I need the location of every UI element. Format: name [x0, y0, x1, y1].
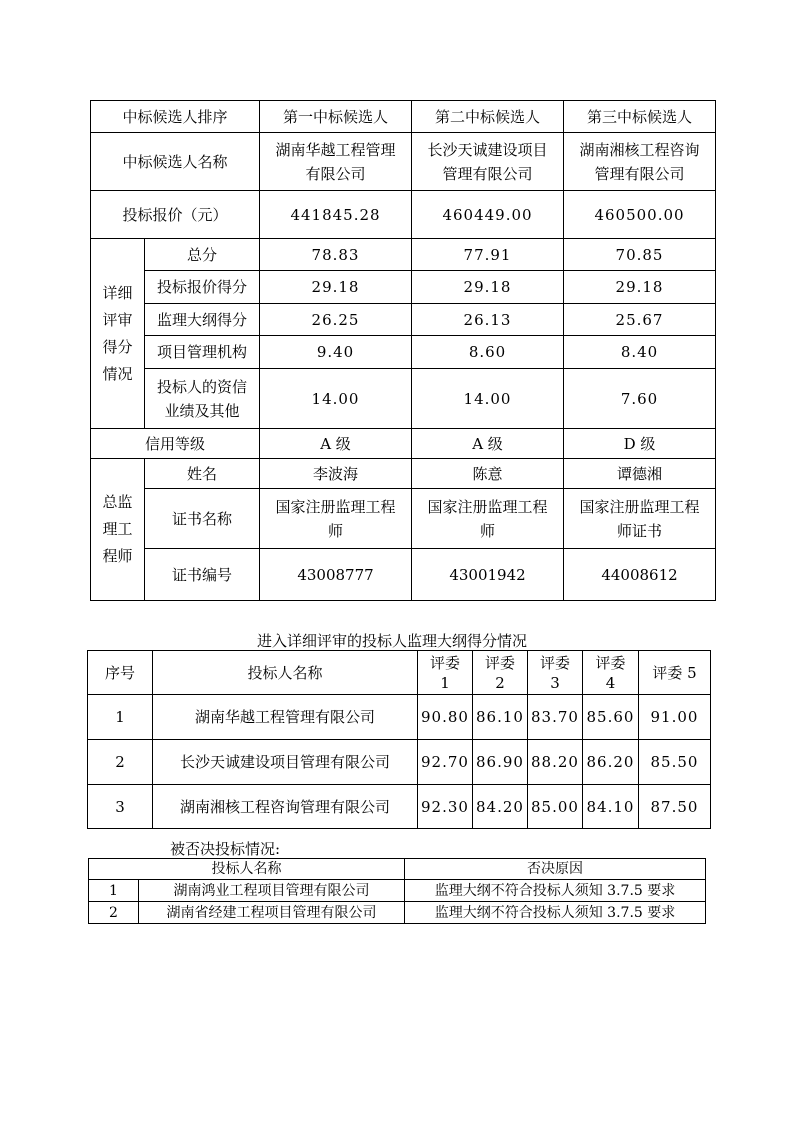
supervisor-name: 谭德湘: [564, 459, 716, 489]
certificate-number: 43008777: [260, 549, 412, 601]
name-line: 有限公司: [305, 164, 366, 183]
certificate-number-label: 证书编号: [145, 549, 260, 601]
candidate-1-header: 第一中标候选人: [260, 101, 412, 133]
candidate-1-name: [260, 133, 412, 191]
score-label: 投标报价得分: [145, 271, 260, 304]
supervisor-name-label: 姓名: [145, 459, 260, 489]
certificate-label: 证书名称: [145, 489, 260, 549]
name-line: 管理有限公司: [594, 164, 685, 183]
price-label: 投标报价（元）: [91, 191, 260, 239]
score-value: 7.60: [564, 369, 716, 429]
score-value: 29.18: [260, 271, 412, 304]
seq-header: 序号: [88, 651, 153, 695]
score-value: 8.40: [564, 336, 716, 369]
judge-score: 86.90: [473, 740, 528, 785]
supervisor-name-row: [91, 459, 716, 489]
score-value: 77.91: [412, 239, 564, 271]
candidate-2-price: 460449.00: [412, 191, 564, 239]
rejected-header-row: [89, 859, 706, 880]
judge-header-line: 评委: [429, 653, 460, 672]
table-row: [89, 880, 706, 902]
judge-3-header: [528, 651, 583, 695]
outline-header-row: [88, 651, 711, 695]
detail-review-label: [91, 239, 145, 429]
table-row: [88, 785, 711, 829]
detail-label-line: 得分: [102, 337, 133, 356]
judge-header-line: 1: [440, 673, 450, 692]
score-row-outline: [91, 304, 716, 336]
row-seq: 1: [88, 695, 153, 740]
judge-score: 86.10: [473, 695, 528, 740]
certificate-row: [91, 489, 716, 549]
judge-score: 92.30: [418, 785, 473, 829]
candidate-2-name: [412, 133, 564, 191]
score-value: 25.67: [564, 304, 716, 336]
judge-score: 86.20: [583, 740, 639, 785]
name-line: 长沙天诚建设项目: [427, 140, 548, 159]
judge-score: 90.80: [418, 695, 473, 740]
score-value: 29.18: [564, 271, 716, 304]
name-line: 管理有限公司: [442, 164, 533, 183]
score-value: 70.85: [564, 239, 716, 271]
judge-header-line: 评委: [595, 653, 626, 672]
row-seq: 2: [88, 740, 153, 785]
score-value: 29.18: [412, 271, 564, 304]
cert-line: 国家注册监理工程: [275, 497, 396, 516]
winning-candidates-table: [90, 100, 716, 601]
score-label: 总分: [145, 239, 260, 271]
judge-5-header: 评委 5: [639, 651, 711, 695]
rejected-name-header: 投标人名称: [89, 859, 405, 880]
name-line: 湖南华越工程管理: [275, 140, 396, 159]
score-value: 8.60: [412, 336, 564, 369]
credit-row: [91, 429, 716, 459]
score-row-price: [91, 271, 716, 304]
table-row: [88, 695, 711, 740]
score-label: [145, 369, 260, 429]
credit-label: 信用等级: [91, 429, 260, 459]
outline-scores-caption: 进入详细评审的投标人监理大纲得分情况: [257, 632, 528, 650]
row-bidder-name: 湖南华越工程管理有限公司: [153, 695, 418, 740]
judge-score: 85.60: [583, 695, 639, 740]
judge-score: 84.20: [473, 785, 528, 829]
judge-header-line: 3: [550, 673, 560, 692]
score-label: 监理大纲得分: [145, 304, 260, 336]
cert-line: 师证书: [617, 521, 663, 540]
judge-score: 85.50: [639, 740, 711, 785]
certificate-name: [260, 489, 412, 549]
cert-line: 国家注册监理工程: [579, 497, 700, 516]
score-value: 26.25: [260, 304, 412, 336]
certificate-number: 43001942: [412, 549, 564, 601]
judge-1-header: [418, 651, 473, 695]
supervisor-name: 陈意: [412, 459, 564, 489]
rejection-reason: 监理大纲不符合投标人须知 3.7.5 要求: [405, 902, 706, 924]
certificate-name: [564, 489, 716, 549]
row-seq: 2: [89, 902, 139, 924]
row-seq: 3: [88, 785, 153, 829]
candidate-3-price: 460500.00: [564, 191, 716, 239]
judge-header-line: 4: [605, 673, 616, 692]
row-bidder-name: 长沙天诚建设项目管理有限公司: [153, 740, 418, 785]
judge-score: 87.50: [639, 785, 711, 829]
candidate-1-price: 441845.28: [260, 191, 412, 239]
detail-label-line: 详细: [102, 283, 133, 302]
score-label: 项目管理机构: [145, 336, 260, 369]
judge-header-line: 评委: [539, 653, 570, 672]
row-bidder-name: 湖南湘核工程咨询管理有限公司: [153, 785, 418, 829]
supervisor-name: 李波海: [260, 459, 412, 489]
credit-value: A 级: [260, 429, 412, 459]
candidate-2-header: 第二中标候选人: [412, 101, 564, 133]
score-value: 9.40: [260, 336, 412, 369]
detail-label-line: 评审: [102, 310, 133, 329]
cert-line: 国家注册监理工程: [427, 497, 548, 516]
name-label: 中标候选人名称: [91, 133, 260, 191]
credit-value: A 级: [412, 429, 564, 459]
row-seq: 1: [89, 880, 139, 902]
rank-label: 中标候选人排序: [91, 101, 260, 133]
candidate-3-name: [564, 133, 716, 191]
rejected-bidder-name: 湖南鸿业工程项目管理有限公司: [139, 880, 405, 902]
price-row: [91, 191, 716, 239]
outline-scores-table: [87, 650, 711, 829]
judge-score: 84.10: [583, 785, 639, 829]
rejected-bids-caption: 被否决投标情况:: [170, 840, 281, 858]
score-label-line: 投标人的资信: [157, 377, 248, 396]
score-value: 14.00: [412, 369, 564, 429]
name-line: 湖南湘核工程咨询: [579, 140, 700, 159]
rejected-bidder-name: 湖南省经建工程项目管理有限公司: [139, 902, 405, 924]
chief-supervisor-label: [91, 459, 145, 601]
supervisor-label-line: 总监: [102, 493, 133, 511]
judge-score: 85.00: [528, 785, 583, 829]
credit-value: D 级: [564, 429, 716, 459]
judge-score: 91.00: [639, 695, 711, 740]
table-row: [88, 740, 711, 785]
certificate-number: 44008612: [564, 549, 716, 601]
candidate-3-header: 第三中标候选人: [564, 101, 716, 133]
cert-line: 师: [328, 521, 344, 540]
table-row: [89, 902, 706, 924]
score-value: 78.83: [260, 239, 412, 271]
judge-2-header: [473, 651, 528, 695]
bidder-name-header: 投标人名称: [153, 651, 418, 695]
name-row: [91, 133, 716, 191]
rejected-reason-header: 否决原因: [405, 859, 706, 880]
judge-score: 88.20: [528, 740, 583, 785]
supervisor-label-line: 理工: [102, 520, 133, 538]
score-row-total: [91, 239, 716, 271]
cert-line: 师: [480, 521, 496, 540]
rejection-reason: 监理大纲不符合投标人须知 3.7.5 要求: [405, 880, 706, 902]
judge-header-line: 评委: [484, 653, 515, 672]
rank-row: [91, 101, 716, 133]
judge-score: 92.70: [418, 740, 473, 785]
supervisor-label-line: 程师: [102, 547, 133, 565]
detail-label-line: 情况: [102, 364, 133, 383]
certificate-number-row: [91, 549, 716, 601]
judge-4-header: [583, 651, 639, 695]
rejected-bids-table: [88, 858, 706, 924]
score-value: 14.00: [260, 369, 412, 429]
score-row-organization: [91, 336, 716, 369]
score-value: 26.13: [412, 304, 564, 336]
judge-header-line: 2: [495, 673, 505, 692]
score-label-line: 业绩及其他: [164, 401, 240, 420]
judge-score: 83.70: [528, 695, 583, 740]
certificate-name: [412, 489, 564, 549]
score-row-credentials: [91, 369, 716, 429]
